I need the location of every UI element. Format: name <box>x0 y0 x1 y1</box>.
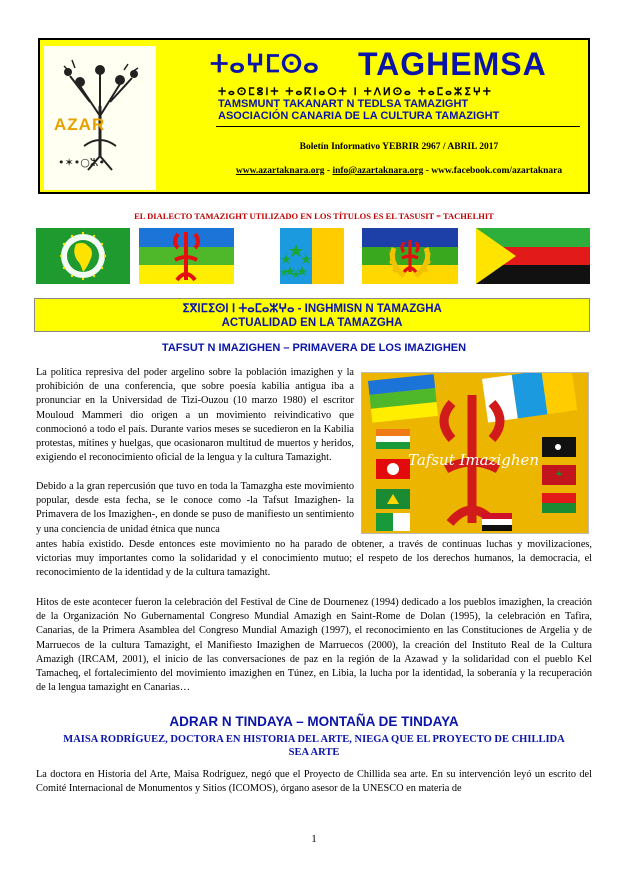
website-link[interactable]: www.azartaknara.org <box>235 166 325 176</box>
azar-logo <box>44 46 156 190</box>
tifinagh-subtitle: ⵜⴰⵙⵎⵓⵏⵜ ⵜⴰⴽⵏⴰⵔⵜ ⵏ ⵜⴷⵍⵙⴰ ⵜⴰⵎⴰⵣⵉⵖⵜ <box>218 86 493 98</box>
amazigh-flag <box>139 228 234 284</box>
kabyle-flag <box>362 228 458 284</box>
association-name-spanish: ASOCIACIÓN CANARIA DE LA CULTURA TAMAZIGHT <box>218 110 500 122</box>
section-banner <box>34 298 590 332</box>
african-union-flag <box>36 228 130 284</box>
banner-line-1: ⵉⴳⵏⵎⵉⵙⵏ ⵏ ⵜⴰⵎⴰⵣⵖⴰ - INGHMISN N TAMAZGHA <box>182 303 442 315</box>
article-paragraph: Debido a la gran repercusión que tuvo en toda la Tamazgha este movimiento popular, desde esta fecha, se le conoce como -la Tafsut Imazighen- la Primavera de los Imazighen-, en donde se puso de manifiesto un sentimiento y una conciencia de unidad étnica que nunca <box>36 481 354 535</box>
poster-caption: Tafsut Imazighen <box>408 451 540 469</box>
article-paragraph: Hitos de este acontecer fueron la celebración del Festival de Cine de Dournenez (1994) dedicado a los pueblos imazighen, la creación de la Organización No Gubernamental Congreso Mundial Amazigh en Saint-Rome de Dolan (1995), la celebración en Tafira, Canarias, de la Primera Asamblea del Congreso Mundial Amazigh (1997), el reconocimiento en las Constituciones de Argelia y de Marruecos de la cultura Tamazight, el Manifiesto Imazighen de Marruecos (2000), la creación del Instituto Real de la Cultura Amazigh (IRCAM, 2001), el inicio de las conversaciones de paz en la región de la Azawad y la solidaridad con el pueblo Kel Tamacheq, el fortalecimiento del movimiento imazighen en Túnez, en Libia, la lucha por la identidad, la soberanía y la recuperación de la lengua tamazight en Canarias… <box>36 597 592 694</box>
article-heading: ADRAR N TINDAYA – MONTAÑA DE TINDAYA <box>169 714 459 729</box>
article-heading: TAFSUT N IMAZIGHEN – PRIMAVERA DE LOS IMAZIGHEN <box>161 342 467 354</box>
header-divider <box>216 126 580 127</box>
newsletter-title: TAGHEMSA <box>358 46 547 82</box>
link-separator: - <box>423 166 432 176</box>
article-paragraph: La doctora en Historia del Arte, Maisa Rodríguez, negó que el Proyecto de Chillida sea arte. En su intervención leyó un escrito del Comité Internacional de Monumentos y Sitios (ICOMOS), órgano asesor de la UNESCO en materia de <box>36 769 592 795</box>
page-number: 1 <box>311 833 317 845</box>
article-paragraph: La política represiva del poder argelino sobre la población imazighen y la prohibición de una conferencia, que sobre poesía kabilia antigua iba a pronunciar en la Universidad de Tizi-Ouzou (10 marzo 1980) el escritor Mouloud Mammeri dio origen a un movimiento reivindicativo que conmocionó a todo el país. Durante varios meses se sucedieron en la Kabilia protestas, mítines y huelgas, que ocasionaron multitud de muertos y heridos, exigiendo el reconocimiento oficial de la lengua y la cultura Tamazight. <box>36 367 354 464</box>
newsletter-header <box>38 38 590 194</box>
article-paragraph: antes había existido. Desde entonces este movimiento no ha parado de obtener, a través de continuas luchas y movilizaciones, victorias muy importantes como la solidaridad y el conocimiento mutuo; el respeto de los derechos humanos, la democracia, el reconocimiento de la identidad y de la cultura tamazight. <box>36 539 592 579</box>
svg-text:•✶•○ⵣ•: •✶•○ⵣ• <box>58 156 105 169</box>
email-link[interactable]: info@azartaknara.org <box>332 166 424 176</box>
association-name-tamazight: TAMSMUNT TAKANART N TEDLSA TAMAZIGHT <box>218 98 469 110</box>
canary-independence-flag <box>248 228 344 284</box>
dialect-note: EL DIALECTO TAMAZIGHT UTILIZADO EN LOS TÍTULOS ES EL TASUSIT = TACHELHIT <box>134 211 494 221</box>
facebook-link[interactable]: www.facebook.com/azartaknara <box>431 166 563 176</box>
contact-links <box>215 166 583 176</box>
tafsut-poster-image <box>361 372 589 534</box>
bulletin-info: Boletín Informativo YEBRIR 2967 / ABRIL 2017 <box>299 142 499 152</box>
article-subheading: MAISA RODRÍGUEZ, DOCTORA EN HISTORIA DEL ARTE, NIEGA QUE EL PROYECTO DE CHILLIDA SEA ARTE <box>63 734 565 758</box>
tifinagh-title: ⵜⴰⵖⵎⵙⴰ <box>210 51 320 78</box>
link-separator: - <box>324 166 333 176</box>
banner-line-2: ACTUALIDAD EN LA TAMAZGHA <box>221 317 403 329</box>
logo-text: AZAR <box>54 115 106 134</box>
azawad-flag <box>476 228 590 284</box>
